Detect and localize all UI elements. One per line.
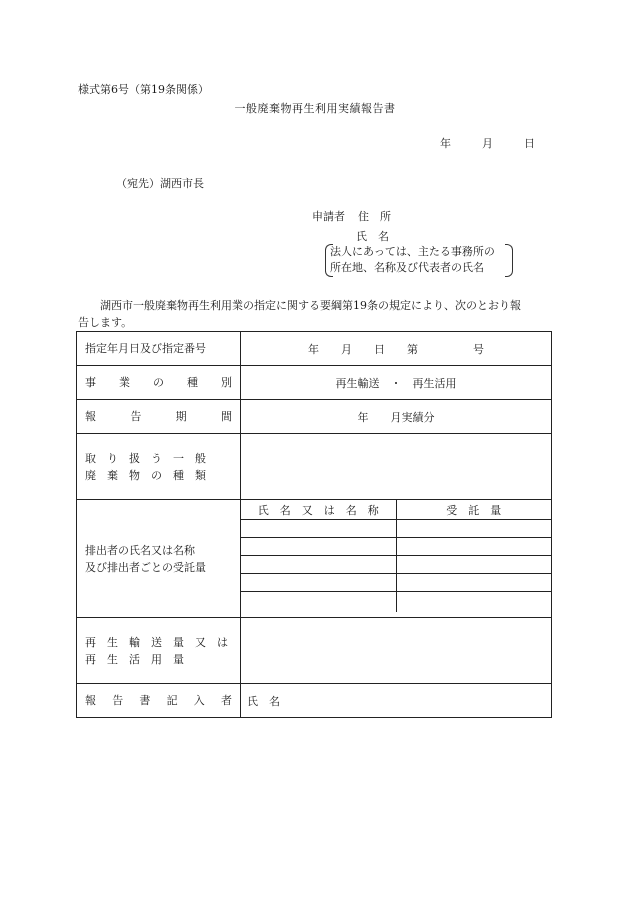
waste-type-label — [77, 434, 241, 500]
report-form-table — [76, 331, 552, 718]
applicant-name-label: 氏 名 — [356, 230, 389, 243]
discharger-name-cell[interactable] — [241, 538, 396, 556]
discharger-name-cell[interactable] — [241, 574, 396, 592]
designation-value[interactable]: 年 月 日 第 号 — [241, 332, 552, 366]
consignment-amount-cell[interactable] — [396, 520, 551, 538]
discharger-label — [77, 500, 241, 618]
recycling-amount-label-line-1: 再 生 輸 送 量 又 は — [85, 635, 228, 649]
consignment-amount-header: 受 託 量 — [396, 500, 551, 520]
addressee: （宛先）湖西市長 — [116, 177, 204, 190]
consignment-amount-cell[interactable] — [396, 574, 551, 592]
table-row — [241, 574, 551, 592]
consignment-amount-cell[interactable] — [396, 538, 551, 556]
report-writer-label: 報 告 書 記 入 者 — [77, 684, 241, 718]
table-row — [241, 520, 551, 538]
date-year: 年 — [440, 137, 451, 150]
discharger-name-cell[interactable] — [241, 520, 396, 538]
waste-type-label-line-1: 取 り 扱 う 一 般 — [85, 451, 206, 465]
note-line-1: 法人にあっては、主たる事務所の — [330, 245, 495, 258]
table-row — [241, 592, 551, 613]
table-row — [77, 618, 552, 684]
recycling-amount-label — [77, 618, 241, 684]
table-row — [77, 332, 552, 366]
report-period-label: 報 告 期 間 — [77, 400, 241, 434]
date-day: 日 — [524, 137, 535, 150]
consignment-amount-cell[interactable] — [396, 556, 551, 574]
table-row — [241, 556, 551, 574]
business-type-label: 事 業 の 種 別 — [77, 366, 241, 400]
consignment-amount-cell[interactable] — [396, 592, 551, 613]
table-row — [77, 400, 552, 434]
date-month: 月 — [482, 137, 493, 150]
recycling-amount-label-line-2: 再 生 活 用 量 — [85, 652, 184, 666]
report-writer-value[interactable]: 氏 名 — [241, 684, 552, 718]
document-title: 一般廃棄物再生利用実績報告書 — [234, 102, 396, 115]
discharger-label-line-1: 排出者の氏名又は名称 — [85, 543, 195, 557]
discharger-subtable — [241, 500, 551, 612]
note-bracket-right — [505, 244, 513, 277]
waste-type-value[interactable] — [241, 434, 552, 500]
address-label: 住 所 — [358, 210, 391, 223]
statement-line-1: 湖西市一般廃棄物再生利用業の指定に関する要綱第19条の規定により、次のとおり報 — [100, 299, 521, 312]
designation-label: 指定年月日及び指定番号 — [77, 332, 241, 366]
corporate-note — [330, 244, 495, 276]
waste-type-label-line-2: 廃 棄 物 の 種 類 — [85, 468, 206, 482]
discharger-label-line-2: 及び排出者ごとの受託量 — [85, 560, 206, 574]
table-row — [77, 366, 552, 400]
recycling-amount-value[interactable] — [241, 618, 552, 684]
statement-line-2: 告します。 — [78, 316, 133, 329]
discharger-name-cell[interactable] — [241, 592, 396, 613]
discharger-name-cell[interactable] — [241, 556, 396, 574]
report-date — [440, 138, 535, 149]
note-line-2: 所在地、名称及び代表者の氏名 — [330, 261, 484, 274]
applicant-address-line — [312, 211, 391, 222]
applicant-label: 申請者 — [312, 210, 345, 223]
form-number-label: 様式第6号（第19条関係） — [78, 83, 209, 96]
table-row — [77, 684, 552, 718]
discharger-subtable-cell — [241, 500, 552, 618]
table-row — [241, 538, 551, 556]
report-period-value[interactable]: 年 月実績分 — [241, 400, 552, 434]
table-row — [241, 500, 551, 520]
discharger-name-header: 氏 名 又 は 名 称 — [241, 500, 396, 520]
table-row — [77, 500, 552, 618]
report-statement — [78, 297, 554, 331]
business-type-value[interactable]: 再生輸送 ・ 再生活用 — [241, 366, 552, 400]
table-row — [77, 434, 552, 500]
